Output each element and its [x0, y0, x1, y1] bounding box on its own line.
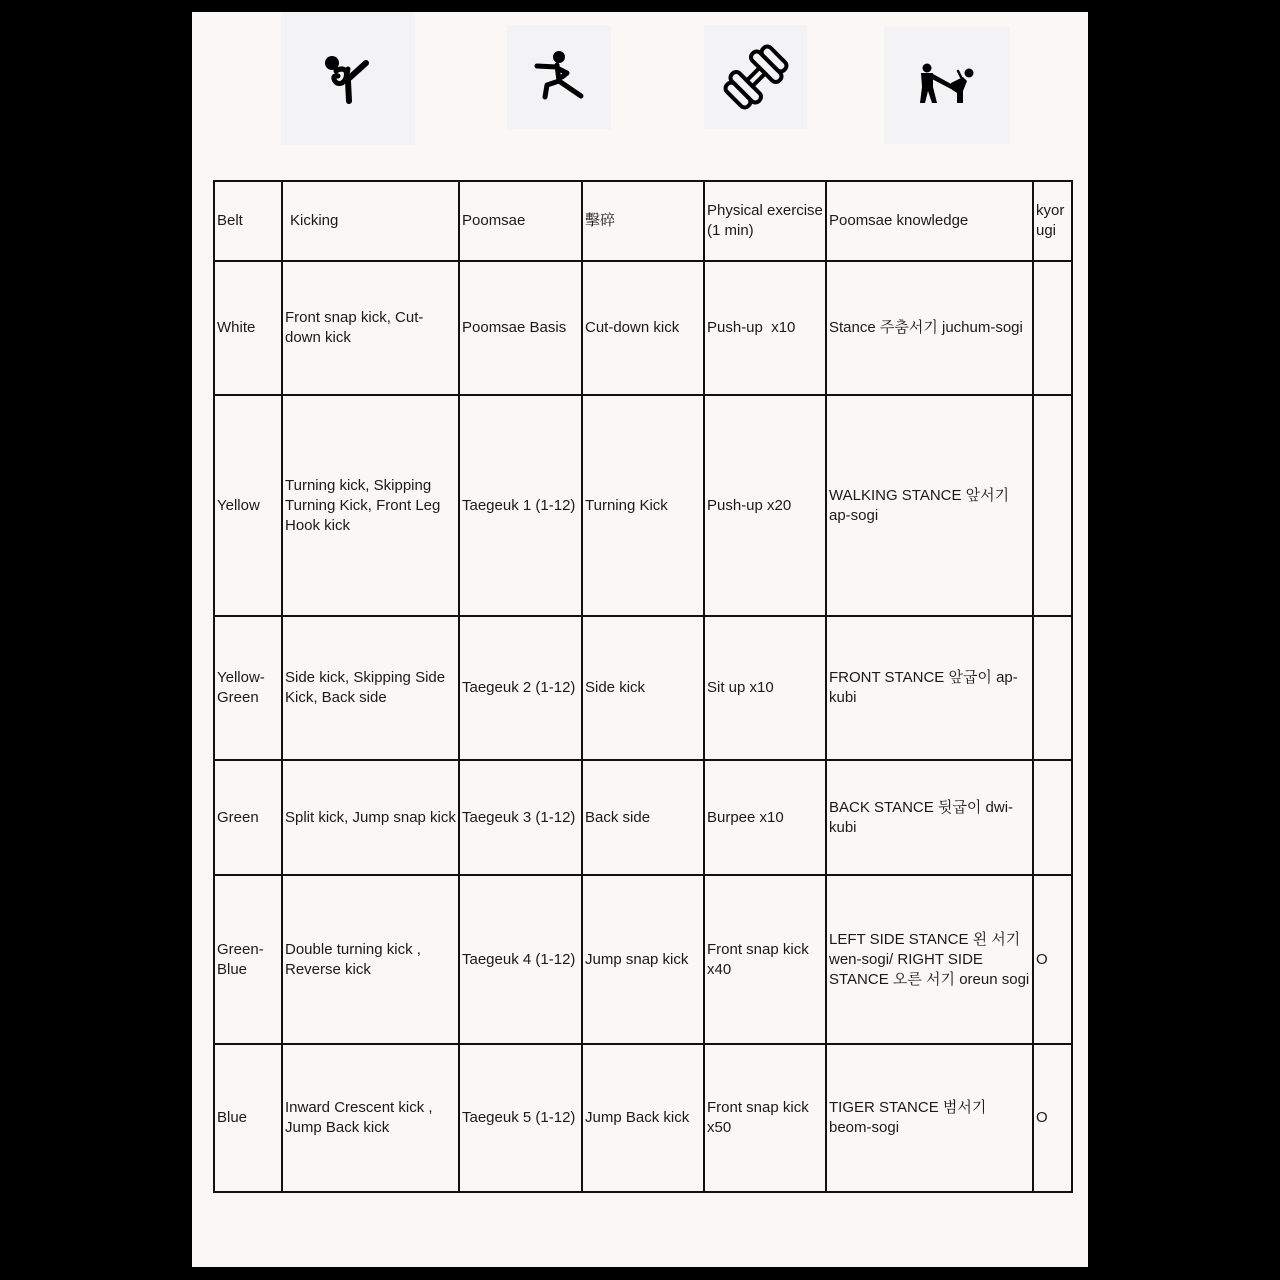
cell-breaking: Jump snap kick — [582, 875, 704, 1044]
cell-knowledge: Stance 주춤서기 juchum-sogi — [826, 261, 1033, 395]
cell-knowledge: FRONT STANCE 앞굽이 ap-kubi — [826, 616, 1033, 760]
header-belt: Belt — [214, 181, 282, 261]
cell-kyorugi — [1033, 760, 1072, 875]
cell-belt: Yellow — [214, 395, 282, 616]
cell-kyorugi: O — [1033, 875, 1072, 1044]
dumbbell-icon — [704, 25, 807, 129]
table-row-yellow — [214, 395, 1072, 616]
table-row-yellow-green — [214, 616, 1072, 760]
cell-exercise: Burpee x10 — [704, 760, 826, 875]
cell-belt: Green — [214, 760, 282, 875]
cell-breaking: Turning Kick — [582, 395, 704, 616]
cell-belt: Green-Blue — [214, 875, 282, 1044]
cell-knowledge: BACK STANCE 뒷굽이 dwi-kubi — [826, 760, 1033, 875]
cell-exercise: Front snap kick x50 — [704, 1044, 826, 1192]
stance-icon — [507, 25, 611, 129]
belt-curriculum-table — [213, 180, 1073, 1193]
cell-exercise: Push-up x20 — [704, 395, 826, 616]
cell-kyorugi: O — [1033, 1044, 1072, 1192]
cell-breaking: Side kick — [582, 616, 704, 760]
cell-knowledge: TIGER STANCE 범서기 beom-sogi — [826, 1044, 1033, 1192]
cell-belt: White — [214, 261, 282, 395]
cell-kicking: Split kick, Jump snap kick — [282, 760, 459, 875]
cell-poomsae: Taegeuk 2 (1-12) — [459, 616, 582, 760]
cell-belt: Blue — [214, 1044, 282, 1192]
header-physical-exercise: Physical exercise (1 min) — [704, 181, 826, 261]
cell-kyorugi — [1033, 261, 1072, 395]
sparring-icon — [884, 26, 1010, 144]
table-row-white — [214, 261, 1072, 395]
header-kicking: Kicking — [282, 181, 459, 261]
table-row-green — [214, 760, 1072, 875]
header-poomsae: Poomsae — [459, 181, 582, 261]
cell-exercise: Sit up x10 — [704, 616, 826, 760]
cell-kyorugi — [1033, 616, 1072, 760]
cell-kicking: Front snap kick, Cut-down kick — [282, 261, 459, 395]
cell-exercise: Front snap kick x40 — [704, 875, 826, 1044]
cell-knowledge: WALKING STANCE 앞서기 ap-sogi — [826, 395, 1033, 616]
cell-poomsae: Poomsae Basis — [459, 261, 582, 395]
cell-kicking: Double turning kick , Reverse kick — [282, 875, 459, 1044]
cell-kicking: Turning kick, Skipping Turning Kick, Front Leg Hook kick — [282, 395, 459, 616]
table-row-green-blue — [214, 875, 1072, 1044]
header-poomsae-knowledge: Poomsae knowledge — [826, 181, 1033, 261]
cell-kyorugi — [1033, 395, 1072, 616]
table-header-row — [214, 181, 1072, 261]
table-row-blue — [214, 1044, 1072, 1192]
cell-breaking: Cut-down kick — [582, 261, 704, 395]
cell-breaking: Jump Back kick — [582, 1044, 704, 1192]
cell-belt: Yellow-Green — [214, 616, 282, 760]
header-kyorugi: kyorugi — [1033, 181, 1072, 261]
cell-exercise: Push-up x10 — [704, 261, 826, 395]
cell-poomsae: Taegeuk 5 (1-12) — [459, 1044, 582, 1192]
cell-breaking: Back side — [582, 760, 704, 875]
cell-poomsae: Taegeuk 4 (1-12) — [459, 875, 582, 1044]
cell-poomsae: Taegeuk 1 (1-12) — [459, 395, 582, 616]
header-breaking: 擊碎 — [582, 181, 704, 261]
cell-kicking: Inward Crescent kick , Jump Back kick — [282, 1044, 459, 1192]
cell-kicking: Side kick, Skipping Side Kick, Back side — [282, 616, 459, 760]
cell-poomsae: Taegeuk 3 (1-12) — [459, 760, 582, 875]
cell-knowledge: LEFT SIDE STANCE 왼 서기 wen-sogi/ RIGHT SIDE STANCE 오른 서기 oreun sogi — [826, 875, 1033, 1044]
kick-icon — [281, 12, 415, 145]
